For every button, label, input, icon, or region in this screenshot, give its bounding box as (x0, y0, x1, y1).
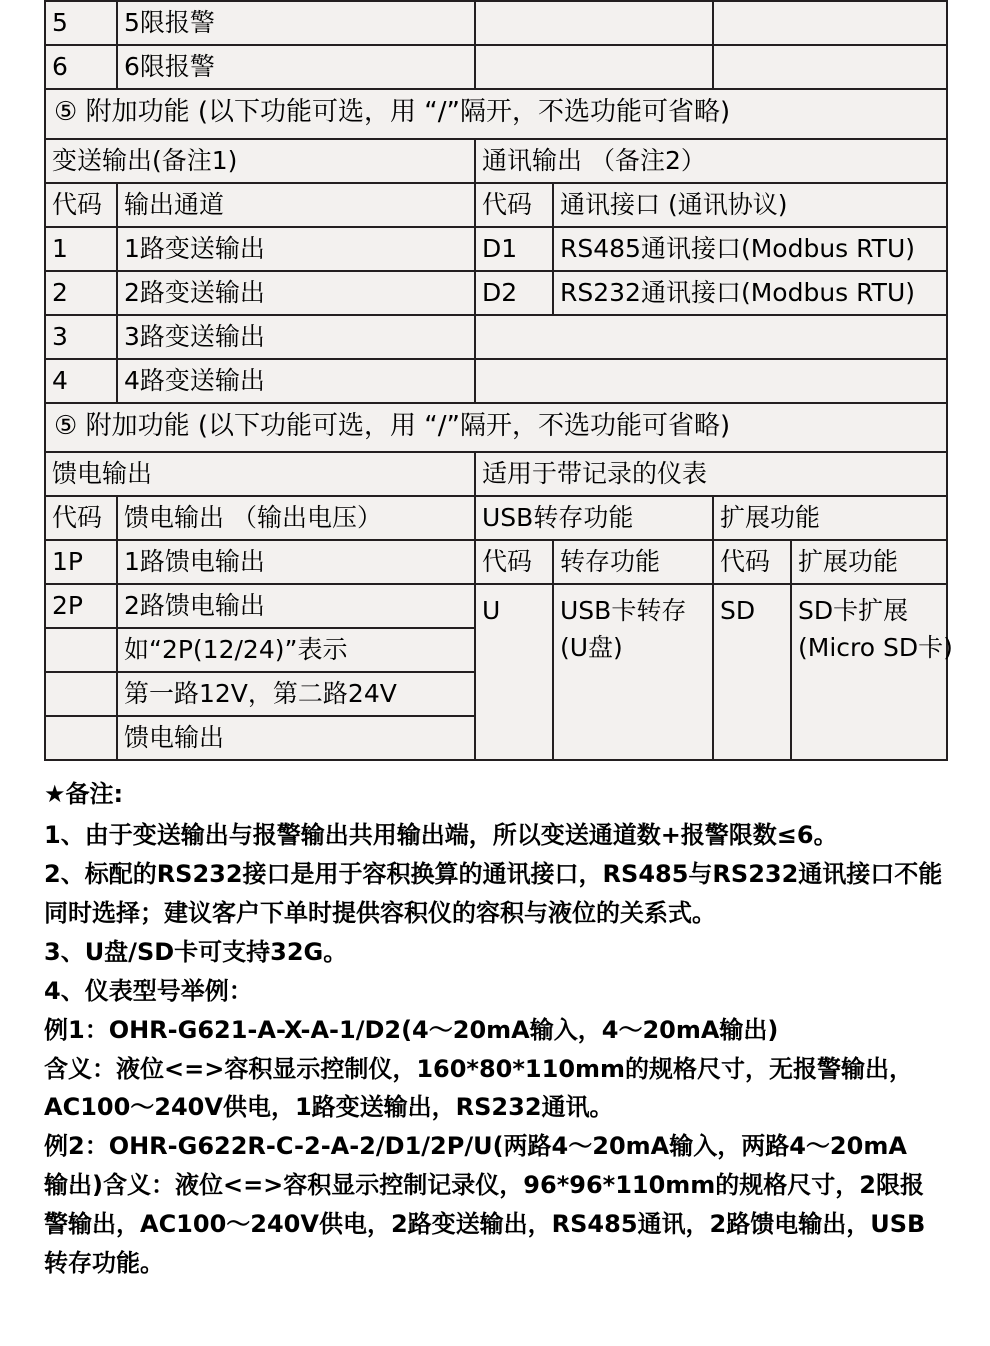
header-expansion-function: 扩展功能 (791, 540, 947, 584)
header-code-feed: 代码 (45, 496, 117, 540)
note-item-2: 2、标配的RS232接口是用于容积换算的通讯接口，RS485与RS232通讯接口不能同时选择；建议客户下单时提供容积仪的容积与液位的关系式。 (44, 860, 943, 927)
transmit-desc-1: 1路变送输出 (117, 227, 475, 271)
notes-section (44, 775, 946, 1282)
note-item-3: 3、U盘/SD卡可支持32G。 (44, 937, 348, 966)
usb-desc-u (553, 584, 713, 760)
group-title-expansion: 扩展功能 (713, 496, 947, 540)
blank-cell-b (713, 1, 947, 45)
transmit-code-1: 1 (45, 227, 117, 271)
table-header-row (45, 183, 947, 227)
feed-note-line-1: 如“2P(12/24)”表示 (117, 628, 475, 672)
blank-cell-a (475, 1, 713, 45)
header-code-left: 代码 (45, 183, 117, 227)
usb-code-u: U (475, 584, 553, 760)
alarm-desc-6: 6限报警 (117, 45, 475, 89)
ext-desc-line1: SD卡扩展 (798, 596, 909, 626)
example-2-description: 输出)含义：液位<=>容积显示控制记录仪，96*96*110mm的规格尺寸，2限报警输出，AC100～240V供电，2路变送输出，RS485通讯，2路馈电输出，USB转存功能。 (44, 1171, 926, 1277)
feed-code-2p: 2P (45, 584, 117, 628)
group-title-feed-output: 馈电输出 (45, 452, 475, 496)
section-header-additional-functions-2: ⑤ 附加功能 (以下功能可选，用 “/”隔开，不选功能可省略) (45, 403, 947, 453)
comm-desc-d2: RS232通讯接口(Modbus RTU) (553, 271, 947, 315)
transmit-desc-2: 2路变送输出 (117, 271, 475, 315)
header-feed-output-voltage: 馈电输出 （输出电压） (117, 496, 475, 540)
usb-desc-line2: (U盘) (560, 632, 623, 662)
feed-code-1p: 1P (45, 540, 117, 584)
section-header-additional-functions-1: ⑤ 附加功能 (以下功能可选，用 “/”隔开，不选功能可省略) (45, 89, 947, 139)
feed-note-code-blank-2 (45, 672, 117, 716)
feed-desc-2p: 2路馈电输出 (117, 584, 475, 628)
blank-cell-f (475, 359, 947, 403)
header-comm-interface: 通讯接口 (通讯协议) (553, 183, 947, 227)
example-1-description: 含义：液位<=>容积显示控制仪，160*80*110mm的规格尺寸，无报警输出，AC100～240V供电，1路变送输出，RS232通讯。 (44, 1054, 914, 1122)
usb-desc-line1: USB卡转存 (560, 596, 687, 626)
comm-code-d2: D2 (475, 271, 553, 315)
header-output-channel: 输出通道 (117, 183, 475, 227)
table-row (45, 227, 947, 271)
feed-note-line-3: 馈电输出 (117, 716, 475, 760)
table-header-row (45, 496, 947, 540)
blank-cell-e (475, 315, 947, 359)
table-row (45, 452, 947, 496)
header-code-usb: 代码 (475, 540, 553, 584)
table-row (45, 584, 947, 628)
transmit-desc-4: 4路变送输出 (117, 359, 475, 403)
table-row (45, 540, 947, 584)
note-item-1: 1、由于变送输出与报警输出共用输出端，所以变送通道数+报警限数≤6。 (44, 821, 838, 850)
group-title-record-meter: 适用于带记录的仪表 (475, 452, 947, 496)
table-row (45, 359, 947, 403)
header-code-right: 代码 (475, 183, 553, 227)
section-header-row (45, 89, 947, 139)
table-row (45, 139, 947, 183)
alarm-code-5: 5 (45, 1, 117, 45)
section-header-row (45, 403, 947, 453)
transmit-desc-3: 3路变送输出 (117, 315, 475, 359)
comm-code-d1: D1 (475, 227, 553, 271)
header-code-ext: 代码 (713, 540, 791, 584)
alarm-desc-5: 5限报警 (117, 1, 475, 45)
feed-note-line-2: 第一路12V，第二路24V (117, 672, 475, 716)
comm-desc-d1: RS485通讯接口(Modbus RTU) (553, 227, 947, 271)
ext-code-sd: SD (713, 584, 791, 760)
blank-cell-c (475, 45, 713, 89)
table-row (45, 45, 947, 89)
table-row (45, 1, 947, 45)
table-row (45, 315, 947, 359)
blank-cell-d (713, 45, 947, 89)
feed-note-code-blank-3 (45, 716, 117, 760)
alarm-code-6: 6 (45, 45, 117, 89)
note-item-4: 4、仪表型号举例： (44, 976, 253, 1005)
table-row (45, 271, 947, 315)
transmit-code-2: 2 (45, 271, 117, 315)
group-title-transmit-output: 变送输出(备注1) (45, 139, 475, 183)
feed-desc-1p: 1路馈电输出 (117, 540, 475, 584)
transmit-code-4: 4 (45, 359, 117, 403)
ext-desc-line2: (Micro SD卡) (798, 632, 953, 662)
notes-title: ★备注: (44, 780, 124, 809)
example-2-label: 例2：OHR-G622R-C-2-A-2/D1/2P/U(两路4～20mA输入，两路4～20mA (44, 1132, 907, 1161)
feed-note-code-blank-1 (45, 628, 117, 672)
ext-desc-sd (791, 584, 953, 760)
specification-table (44, 0, 953, 761)
header-transfer-function: 转存功能 (553, 540, 713, 584)
transmit-code-3: 3 (45, 315, 117, 359)
group-title-comm-output: 通讯输出 （备注2） (475, 139, 947, 183)
example-1-label: 例1：OHR-G621-A-X-A-1/D2(4～20mA输入，4～20mA输出) (44, 1015, 779, 1044)
group-title-usb-transfer: USB转存功能 (475, 496, 713, 540)
